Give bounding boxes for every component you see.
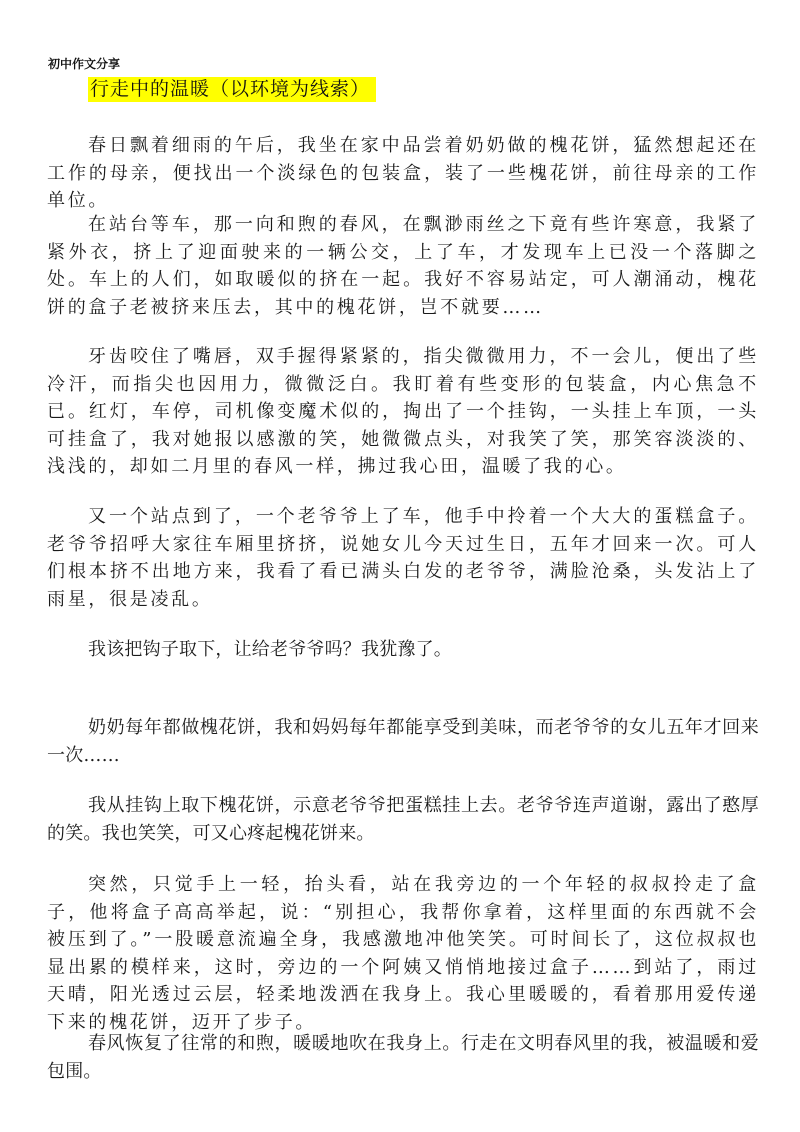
essay-title: 行走中的温暖（以环境为线索） xyxy=(90,78,371,100)
paragraph-5: 我该把钩子取下，让给老爷爷吗？我犹豫了。 xyxy=(88,639,452,660)
paragraph-7: 我从挂钩上取下槐花饼，示意老爷爷把蛋糕挂上去。老爷爷连声道谢，露出了憨厚的笑。我也笑笑，可又心疼起槐花饼来。 xyxy=(47,795,759,844)
paragraph-4: 又一个站点到了，一个老爷爷上了车，他手中拎着一个大大的蛋糕盒子。老爷爷招呼大家往车厢里挤挤，说她女儿今天过生日，五年才回来一次。可人们根本挤不出地方来，我看了看已满头白发的老爷爷，满脸沧桑，头发沾上了雨星，很是凌乱。 xyxy=(47,506,759,610)
paragraph-1: 春日飘着细雨的午后，我坐在家中品尝着奶奶做的槐花饼，猛然想起还在工作的母亲，便找出一个淡绿色的包装盒，装了一些槐花饼，前往母亲的工作单位。 xyxy=(47,135,759,211)
paragraph-3: 牙齿咬住了嘴唇，双手握得紧紧的，指尖微微用力，不一会儿，便出了些冷汗，而指尖也因用力，微微泛白。我盯着有些变形的包装盒，内心焦急不已。红灯，车停，司机像变魔术似的，掏出了一个挂钩，一头挂上车顶，一头可挂盒了，我对她报以感激的笑，她微微点头，对我笑了笑，那笑容淡淡的、浅浅的，却如二月里的春风一样，拂过我心田，温暖了我的心。 xyxy=(47,346,759,477)
paragraph-9: 春风恢复了往常的和煦，暖暖地吹在我身上。行走在文明春风里的我，被温暖和爱包围。 xyxy=(47,1033,759,1082)
paragraph-8: 突然，只觉手上一轻，抬头看，站在我旁边的一个年轻的叔叔拎走了盒子，他将盒子高高举起，说：“别担心，我帮你拿着，这样里面的东西就不会被压到了。”一股暖意流遍全身，我感激地冲他笑笑。可时间长了，这位叔叔也显出累的模样来，这时，旁边的一个阿姨又悄悄地接过盒子……到站了，雨过天晴，阳光透过云层，轻柔地泼洒在我身上。我心里暖暖的，看着那用爱传递下来的槐花饼，迈开了步子。 xyxy=(47,874,759,1033)
paragraph-2: 在站台等车，那一向和煦的春风，在飘渺雨丝之下竟有些许寒意，我紧了紧外衣，挤上了迎面驶来的一辆公交，上了车，才发现车上已没一个落脚之处。车上的人们，如取暖似的挤在一起。我好不容易站定，可人潮涌动，槐花饼的盒子老被挤来压去，其中的槐花饼，岂不就要…… xyxy=(47,214,759,318)
title-highlight xyxy=(88,77,376,102)
header-label: 初中作文分享 xyxy=(48,57,121,71)
paragraph-6: 奶奶每年都做槐花饼，我和妈妈每年都能享受到美味，而老爷爷的女儿五年才回来一次…… xyxy=(47,717,759,766)
